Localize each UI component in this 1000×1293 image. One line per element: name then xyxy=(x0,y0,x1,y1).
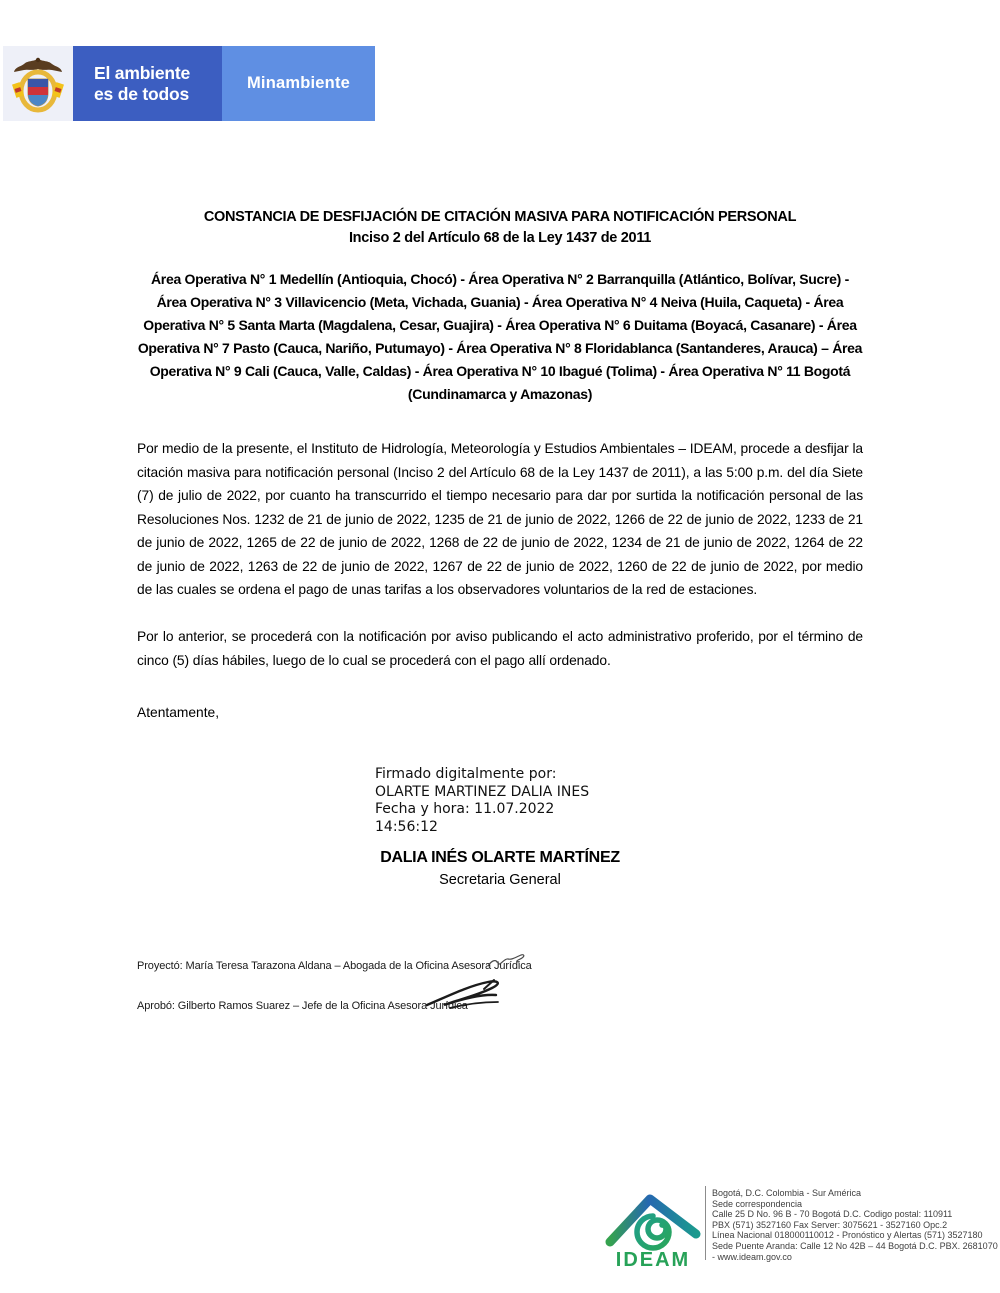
digital-signature-line1: Firmado digitalmente por: xyxy=(375,766,557,782)
proyecto-signature-scribble-icon xyxy=(486,953,526,973)
digital-signature-line4: 14:56:12 xyxy=(375,818,438,835)
address-line: Calle 25 D No. 96 B - 70 Bogotá D.C. Codigo postal: 110911 xyxy=(712,1209,953,1220)
salutation: Atentamente, xyxy=(137,705,220,720)
address-line: Línea Nacional 018000110012 - Pronóstico y Alertas (571) 3527180 xyxy=(712,1230,983,1241)
address-line: Bogotá, D.C. Colombia - Sur América xyxy=(712,1188,862,1198)
motto-line1: El ambiente xyxy=(94,62,191,83)
government-header xyxy=(3,46,375,121)
coat-of-arms-graphic xyxy=(10,53,66,115)
ministry-label: Minambiente xyxy=(246,74,351,92)
footer-address-block xyxy=(712,1188,998,1262)
proyecto-credit-line: Proyectó: María Teresa Tarazona Aldana – Abogada de la Oficina Asesora Jurídica xyxy=(137,960,532,972)
digital-signature-stamp xyxy=(375,766,589,836)
document-title xyxy=(137,207,863,249)
digital-signature-line2: OLARTE MARTINEZ DALIA INES xyxy=(375,783,590,800)
title-line1: CONSTANCIA DE DESFIJACIÓN DE CITACIÓN MASIVA PARA NOTIFICACIÓN PERSONAL xyxy=(203,209,797,225)
el-ambiente-banner xyxy=(73,46,222,121)
operative-areas-paragraph: Área Operativa N° 1 Medellín (Antioquia, Chocó) - Área Operativa N° 2 Barranquilla (Atlántico, Bolívar, Sucre) - Área Operativa N° 3 Villavicencio (Meta, Vichada, Guania) - Área Operativa N° 4 Neiva (Huila, Caqueta) - Área Operativa N° 5 Santa Marta (Magdalena, Cesar, Guajira) - Área Operativa N° 6 Duitama (Boyacá, Casanare) - Área Operativa N° 7 Pasto (Cauca, Nariño, Putumayo) - Área Operativa N° 8 Floridablanca (Santanderes, Arauca) – Área Operativa N° 9 Cali (Cauca, Valle, Caldas) - Área Operativa N° 10 Ibagué (Tolima) - Área Operativa N° 11 Bogotá (Cundinamarca y Amazonas) xyxy=(137,271,863,402)
ideam-logo-graphic xyxy=(603,1184,703,1270)
address-line: - www.ideam.gov.co xyxy=(712,1251,792,1262)
ideam-logo xyxy=(603,1184,703,1275)
minambiente-banner xyxy=(222,46,375,121)
aprobo-credit-line: Aprobó: Gilberto Ramos Suarez – Jefe de la Oficina Asesora Jurídica xyxy=(137,1000,468,1012)
digital-signature-line3: Fecha y hora: 11.07.2022 xyxy=(375,801,555,817)
body-paragraph-2: Por lo anterior, se procederá con la notificación por aviso publicando el acto administrativo proferido, por el término de cinco (5) días hábiles, luego de lo cual se procederá con el pago allí ordenado. xyxy=(137,629,863,668)
address-line: Sede Puente Aranda: Calle 12 No 42B – 44 Bogotá D.C. PBX. 2681070 xyxy=(712,1240,998,1251)
signer-name: DALIA INÉS OLARTE MARTÍNEZ xyxy=(380,849,620,866)
signer-role: Secretaria General xyxy=(439,872,561,888)
aprobo-signature-scribble-icon xyxy=(424,977,506,1013)
title-line2: Inciso 2 del Artículo 68 de la Ley 1437 de 2011 xyxy=(348,230,652,246)
address-line: PBX (571) 3527160 Fax Server: 3075621 - 3527160 Opc.2 xyxy=(712,1219,948,1230)
address-line: Sede correspondencia xyxy=(712,1198,803,1209)
body-paragraph-1: Por medio de la presente, el Instituto de Hidrología, Meteorología y Estudios Ambientales – IDEAM, procede a desfijar la citación masiva para notificación personal (Inciso 2 del Artículo 68 de la Ley 1437 de 2011), a las 5:00 p.m. del día Siete (7) de julio de 2022, por cuanto ha transcurrido el tiempo necesario para dar por surtida la notificación personal de las Resoluciones Nos. 1232 de 21 de junio de 2022, 1235 de 21 de junio de 2022, 1266 de 22 de junio de 2022, 1233 de 21 de junio de 2022, 1265 de 22 de junio de 2022, 1268 de 22 de junio de 2022, 1234 de 21 de junio de 2022, 1264 de 22 de junio de 2022, 1263 de 22 de junio de 2022, 1267 de 22 de junio de 2022, 1260 de 22 de junio de 2022, por medio de las cuales se ordena el pago de unas tarifas a los observadores voluntarios de la red de estaciones. xyxy=(137,441,863,597)
footer-divider xyxy=(705,1186,706,1260)
ideam-wordmark: IDEAM xyxy=(615,1249,691,1270)
colombia-coat-of-arms-icon xyxy=(3,46,73,121)
motto-line2: es de todos xyxy=(94,83,190,104)
